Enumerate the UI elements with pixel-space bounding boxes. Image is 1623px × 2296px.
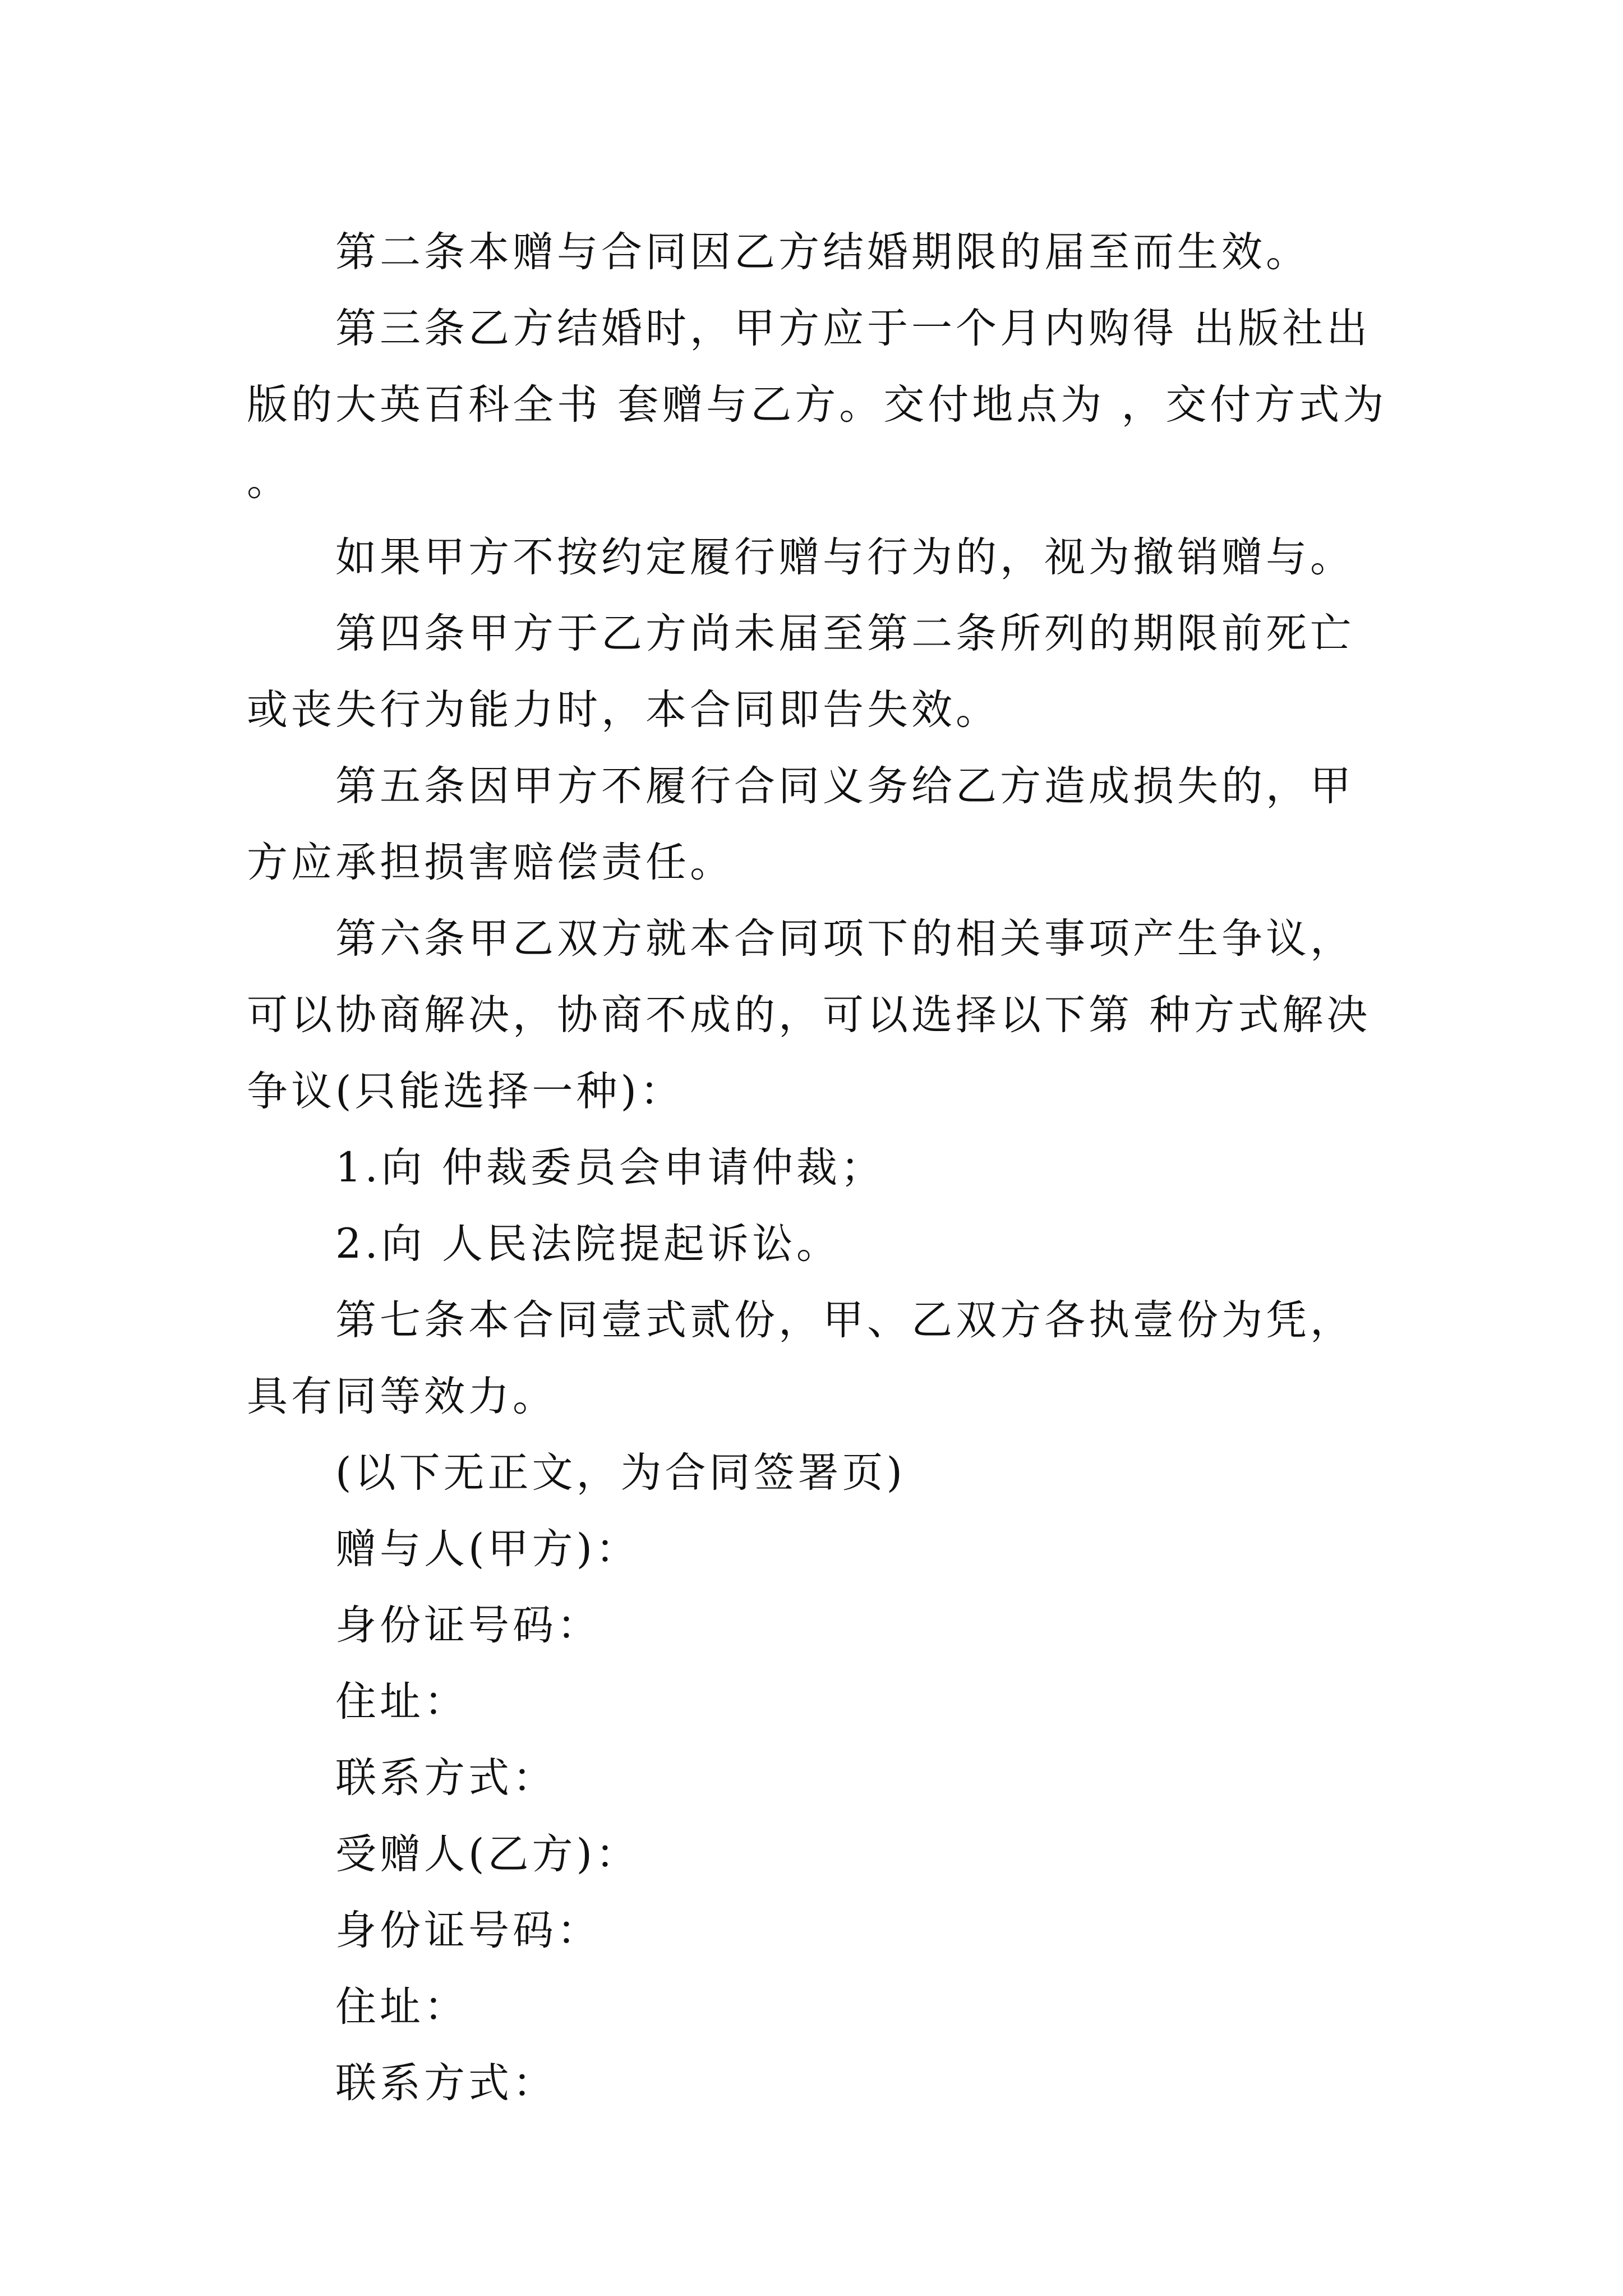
article-4-paragraph: 第四条甲方于乙方尚未届至第二条所列的期限前死亡或丧失行为能力时，本合同即告失效。 xyxy=(247,610,1354,734)
dispute-option-2: 2.向 人民法院提起诉讼。 xyxy=(335,1220,841,1268)
donee-id-number-label: 身份证号码： xyxy=(335,1907,601,1954)
donor-contact-label: 联系方式： xyxy=(335,1754,557,1802)
article-5-paragraph: 第五条因甲方不履行合同义务给乙方造成损失的，甲方应承担损害赔偿责任。 xyxy=(247,762,1354,886)
donee-address-label: 住址： xyxy=(335,1983,468,2031)
article-7-paragraph: 第七条本合同壹式贰份，甲、乙双方各执壹份为凭，具有同等效力。 xyxy=(247,1296,1354,1420)
revocation-paragraph: 如果甲方不按约定履行赠与行为的，视为撤销赠与。 xyxy=(335,533,1354,581)
dispute-option-1: 1.向 仲裁委员会申请仲裁； xyxy=(335,1144,885,1191)
donor-id-number-label: 身份证号码： xyxy=(335,1602,601,1649)
donor-address-label: 住址： xyxy=(335,1678,468,1726)
article-3-paragraph: 第三条乙方结婚时，甲方应于一个月内购得 出版社出版的大英百科全书 套赠与乙方。交付地点为 ，交付方式为 。 xyxy=(247,305,1387,505)
donee-contact-label: 联系方式： xyxy=(335,2059,557,2107)
donee-label: 受赠人(乙方)： xyxy=(335,1830,640,1878)
article-6-paragraph: 第六条甲乙双方就本合同项下的相关事项产生争议，可以协商解决，协商不成的，可以选择以下第 种方式解决争议(只能选择一种)： xyxy=(247,915,1371,1115)
no-further-text-note: (以下无正文，为合同签署页) xyxy=(335,1449,906,1497)
article-2-paragraph: 第二条本赠与合同因乙方结婚期限的届至而生效。 xyxy=(335,228,1310,276)
document-body xyxy=(247,214,1396,2122)
donor-label: 赠与人(甲方)： xyxy=(335,1525,640,1573)
